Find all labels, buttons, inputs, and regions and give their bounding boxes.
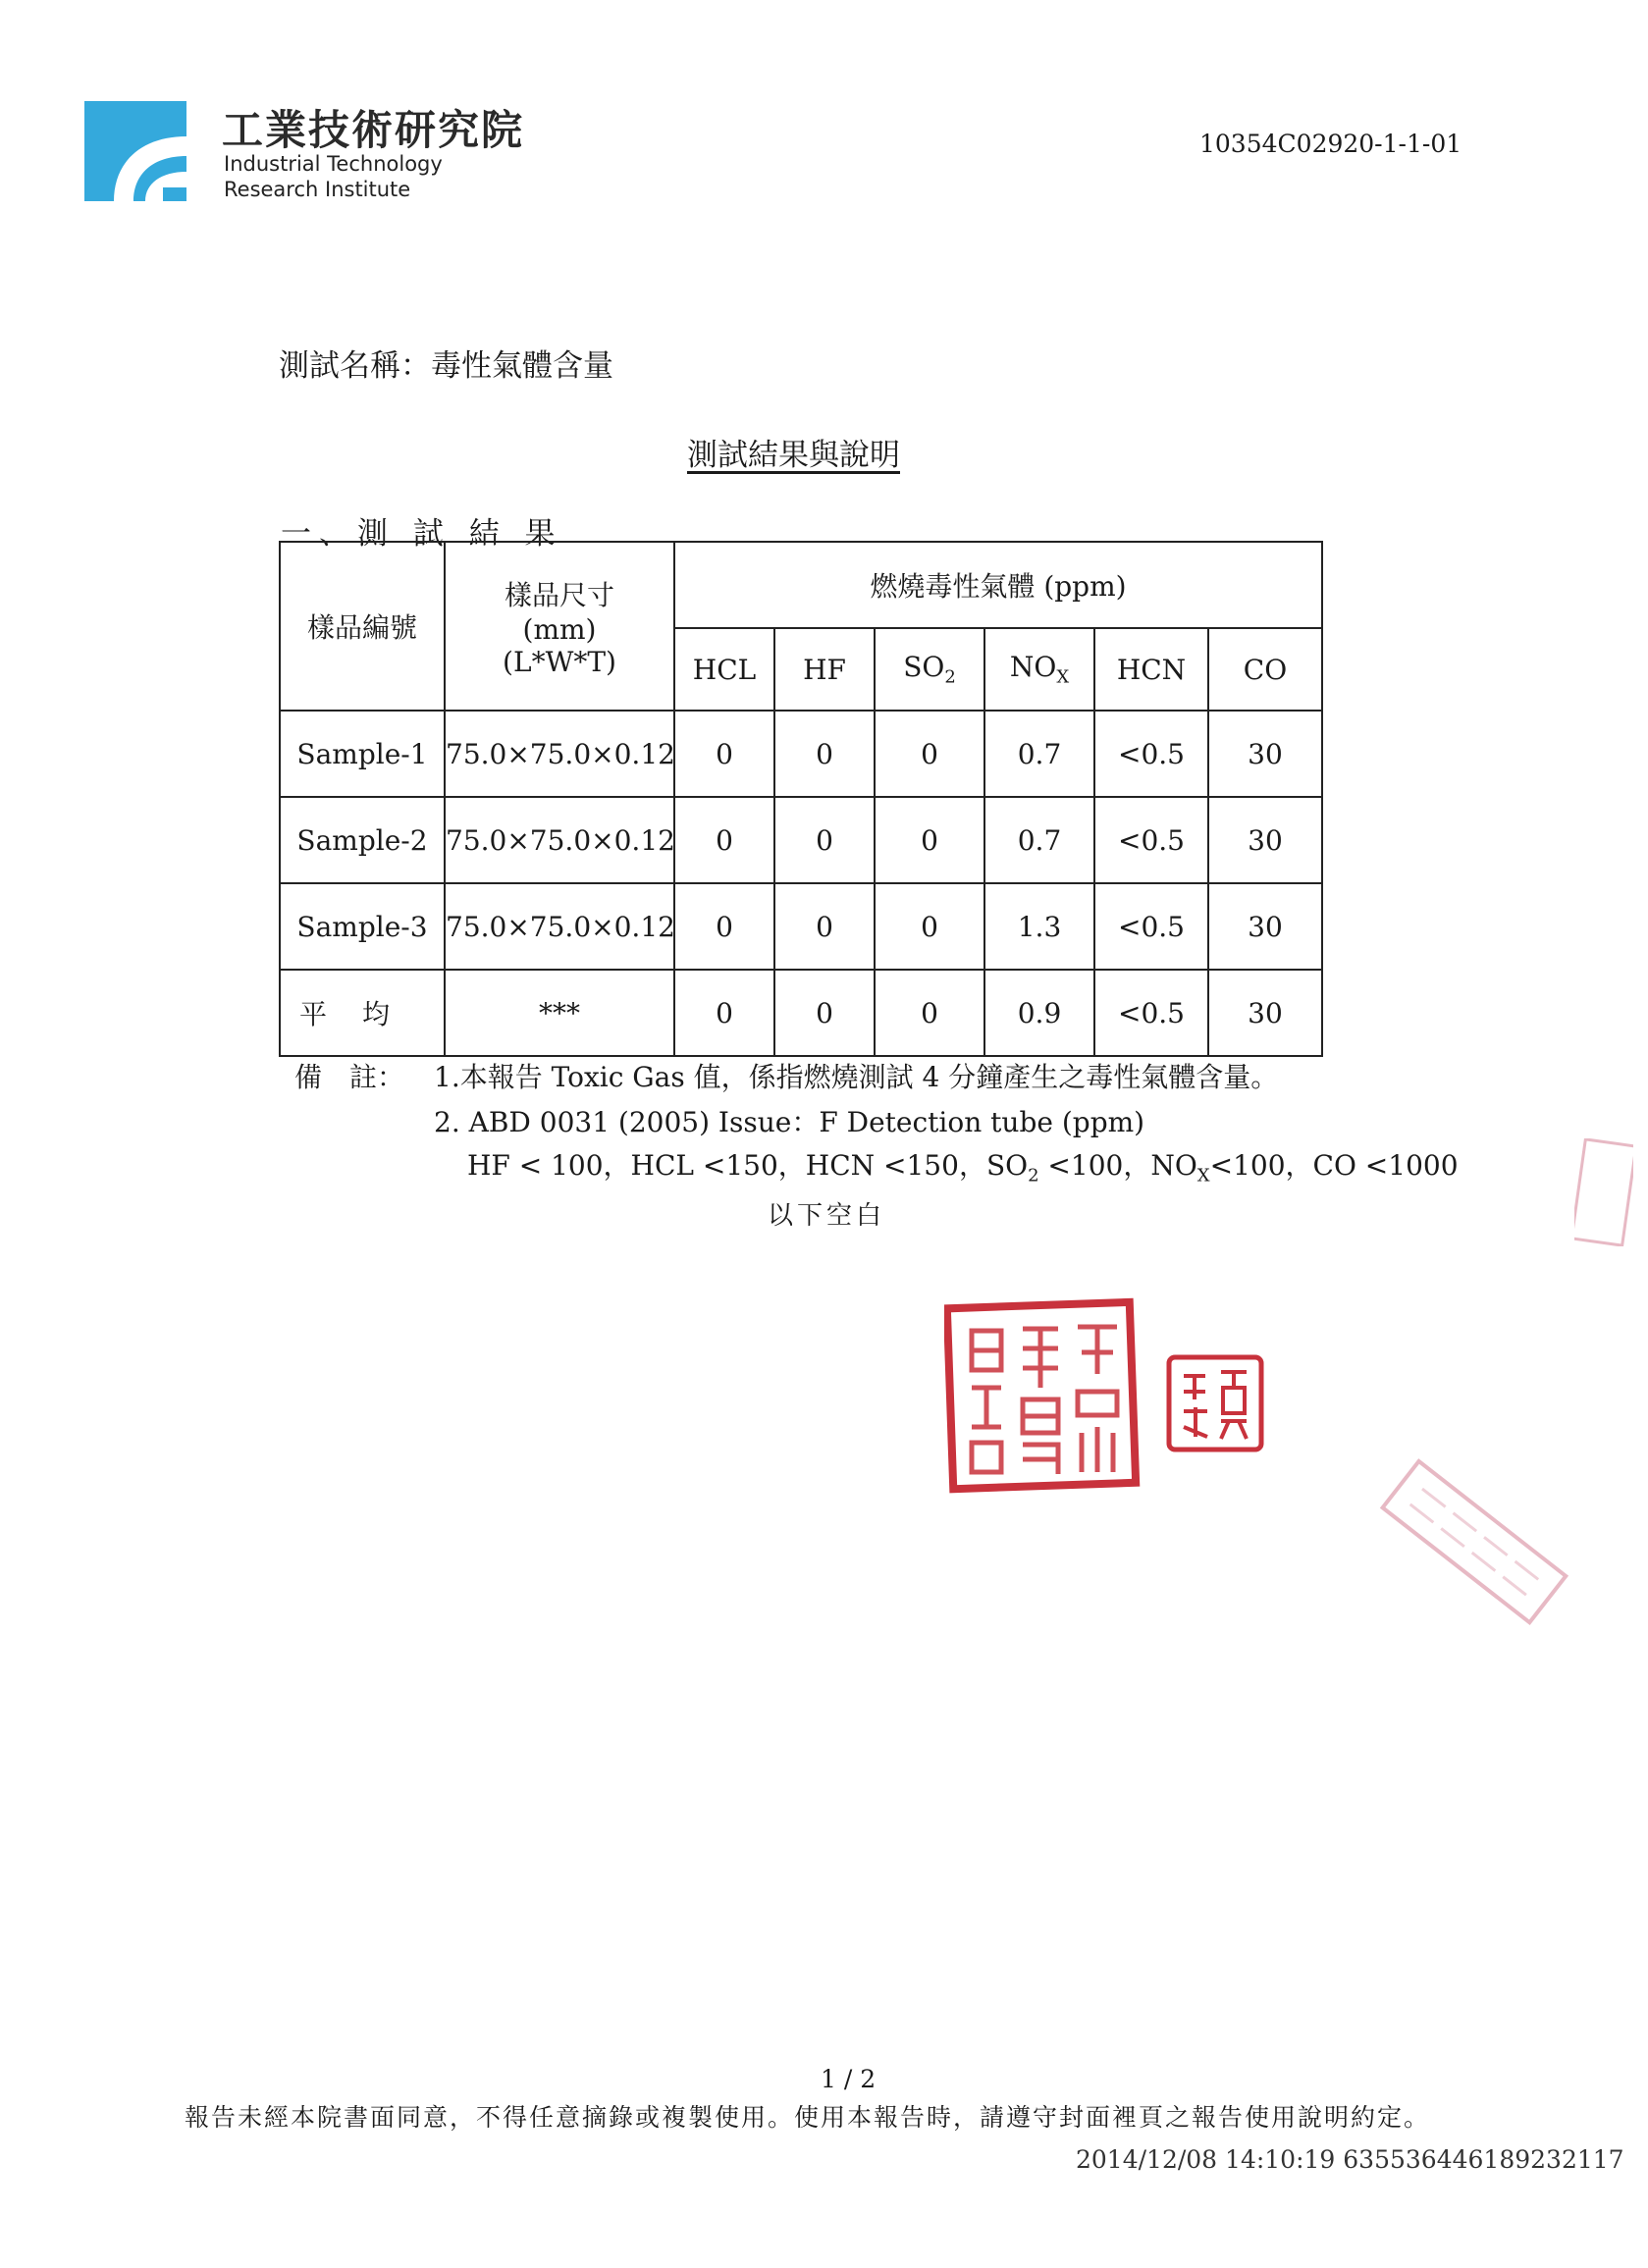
cell-size: 75.0×75.0×0.12 — [445, 797, 674, 883]
cell-hcl: 0 — [674, 970, 774, 1056]
note-3-part-a: HF < 100，HCL <150，HCN <150，SO — [467, 1149, 1029, 1182]
cell-so2: 0 — [875, 711, 984, 797]
table-row — [280, 711, 1322, 797]
cell-co: 30 — [1208, 883, 1322, 970]
note-3-sub-2: X — [1196, 1165, 1210, 1187]
header-size-line2: (mm) — [522, 613, 597, 646]
cell-so2: 0 — [875, 797, 984, 883]
header-so2 — [875, 628, 984, 711]
so2-sub: 2 — [944, 666, 956, 688]
average-row — [280, 970, 1322, 1056]
header-co: CO — [1208, 628, 1322, 711]
cell-hcn: <0.5 — [1094, 711, 1208, 797]
org-name-cn: 工業技術研究院 — [222, 106, 525, 154]
nox-sub: X — [1056, 666, 1070, 688]
cell-average-label: 平均 — [280, 970, 445, 1056]
cell-hf: 0 — [774, 883, 875, 970]
note-3-sub-1: 2 — [1028, 1165, 1039, 1187]
cell-hf: 0 — [774, 797, 875, 883]
cell-hf: 0 — [774, 970, 875, 1056]
nox-main: NO — [1009, 651, 1057, 684]
note-3-part-c: <100，CO <1000 — [1209, 1149, 1459, 1182]
blank-below-note: 以下空白 — [768, 1201, 886, 1231]
so2-main: SO — [903, 651, 945, 684]
cell-co: 30 — [1208, 797, 1322, 883]
report-number: 10354C02920-1-1-01 — [1199, 130, 1462, 158]
cell-nox: 0.7 — [984, 711, 1094, 797]
cell-so2: 0 — [875, 970, 984, 1056]
note-3 — [467, 1144, 1459, 1187]
note-3-part-b: <100，NO — [1038, 1149, 1197, 1182]
personal-seal-icon — [1164, 1352, 1266, 1454]
header-hcl: HCL — [674, 628, 774, 711]
official-seal-icon — [944, 1297, 1141, 1494]
cell-size: 75.0×75.0×0.12 — [445, 711, 674, 797]
cell-co: 30 — [1208, 970, 1322, 1056]
header-hcn: HCN — [1094, 628, 1208, 711]
page-number: 1 / 2 — [821, 2065, 877, 2093]
header-hf: HF — [774, 628, 875, 711]
results-title: 測試結果與說明 — [687, 438, 900, 473]
header-row-1 — [280, 542, 1322, 628]
results-table — [279, 541, 1323, 1057]
cell-nox: 0.9 — [984, 970, 1094, 1056]
faint-seal-icon — [1574, 1138, 1633, 1246]
header-size-line1: 樣品尺寸 — [504, 579, 614, 611]
header-sample-size — [445, 542, 674, 711]
header-toxic-gas-group: 燃燒毒性氣體 (ppm) — [674, 542, 1322, 628]
cell-hcl: 0 — [674, 797, 774, 883]
cell-hcl: 0 — [674, 883, 774, 970]
header-size-line3: (L*W*T) — [503, 646, 616, 678]
notes-label: 備 註： — [294, 1061, 405, 1093]
note-2: 2. ABD 0031 (2005) Issue：F Detection tube (ppm) — [434, 1106, 1145, 1138]
header-sample-id: 樣品編號 — [280, 542, 445, 711]
cell-nox: 0.7 — [984, 797, 1094, 883]
faint-stamp-icon — [1362, 1450, 1578, 1647]
itri-logo-icon — [84, 101, 186, 201]
section-title: 一、測 試 結 果 — [281, 516, 563, 552]
note-1: 1.本報告 Toxic Gas 值，係指燃燒測試 4 分鐘產生之毒性氣體含量。 — [434, 1061, 1279, 1093]
cell-sample-id: Sample-2 — [280, 797, 445, 883]
cell-co: 30 — [1208, 711, 1322, 797]
cell-size: *** — [445, 970, 674, 1056]
cell-nox: 1.3 — [984, 883, 1094, 970]
print-timestamp: 2014/12/08 14:10:19 635536446189232117 — [1076, 2145, 1624, 2174]
header-nox — [984, 628, 1094, 711]
table-row — [280, 797, 1322, 883]
org-name-en-line1: Industrial Technology — [224, 152, 443, 176]
cell-so2: 0 — [875, 883, 984, 970]
org-name-en-line2: Research Institute — [224, 178, 411, 201]
cell-hcn: <0.5 — [1094, 970, 1208, 1056]
test-name: 測試名稱：毒性氣體含量 — [279, 348, 613, 384]
table-row — [280, 883, 1322, 970]
cell-hcn: <0.5 — [1094, 797, 1208, 883]
cell-hcn: <0.5 — [1094, 883, 1208, 970]
cell-size: 75.0×75.0×0.12 — [445, 883, 674, 970]
cell-sample-id: Sample-3 — [280, 883, 445, 970]
cell-hf: 0 — [774, 711, 875, 797]
cell-sample-id: Sample-1 — [280, 711, 445, 797]
cell-hcl: 0 — [674, 711, 774, 797]
footer-disclaimer: 報告未經本院書面同意，不得任意摘錄或複製使用。使用本報告時，請遵守封面裡頁之報告使用說明約定。 — [185, 2103, 1431, 2132]
results-table-container — [279, 541, 1321, 1057]
